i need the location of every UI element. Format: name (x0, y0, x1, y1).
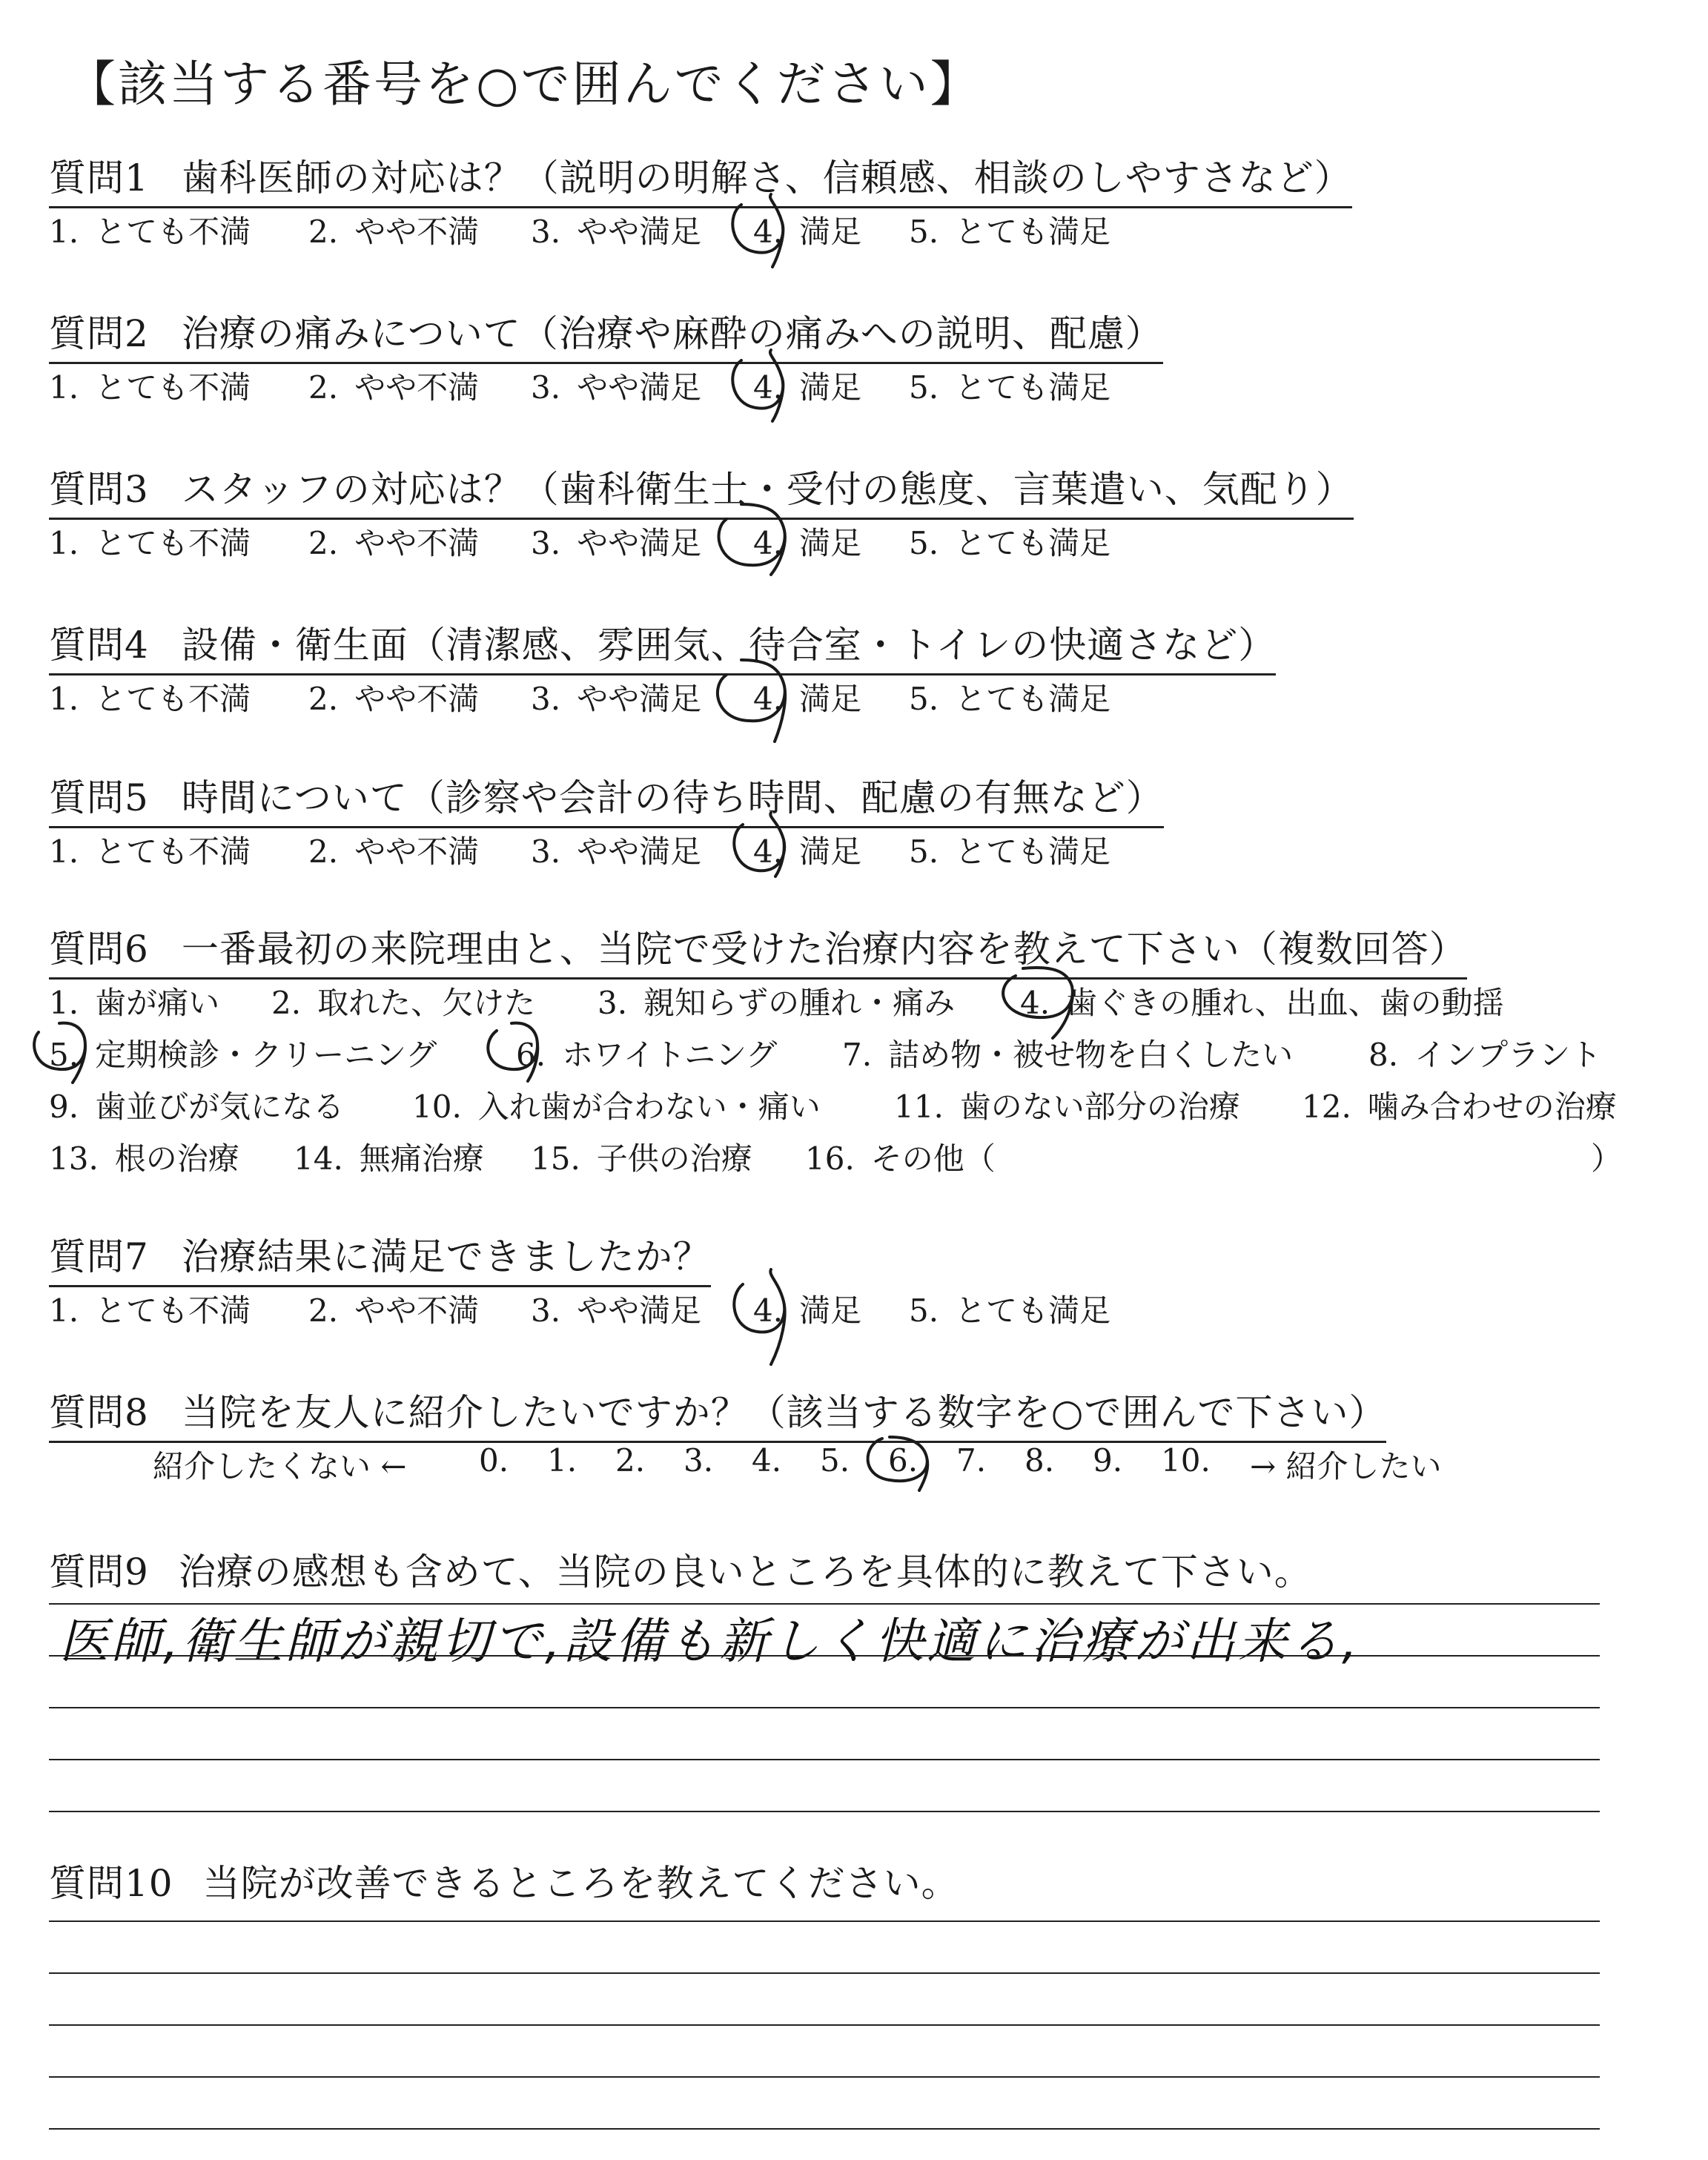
question-6-heading (49, 919, 1467, 980)
answer-line (49, 1759, 1600, 1760)
question-3-heading (49, 460, 1354, 520)
option-4-satisfied[interactable]: 4. 満足 (753, 681, 862, 717)
option-4-satisfied[interactable]: 4. 満足 (753, 525, 862, 561)
reason-option-11[interactable]: 11. 歯のない部分の治療 (894, 1089, 1240, 1125)
reason-option-6[interactable]: 6. ホワイトニング (516, 1037, 778, 1073)
reason-option-14[interactable]: 14. 無痛治療 (294, 1140, 484, 1177)
question-7-number: 質問7 (49, 1235, 149, 1278)
option-3-somewhat-satisfied[interactable]: 3. やや満足 (531, 214, 702, 250)
question-6-number: 質問6 (49, 928, 149, 971)
reason-option-13[interactable]: 13. 根の治療 (49, 1140, 239, 1177)
reason-option-5[interactable]: 5. 定期検診・クリーニング (49, 1037, 437, 1073)
question-1-number: 質問1 (49, 156, 149, 199)
question-5-options (49, 828, 1606, 872)
scale-10[interactable]: 10. (1161, 1442, 1211, 1479)
option-1-very-dissatisfied[interactable]: 1. とても不満 (49, 525, 251, 561)
question-9-heading (49, 1542, 1312, 1596)
question-10-text: 当院が改善できるところを教えてください。 (202, 1862, 959, 1905)
option-5-very-satisfied[interactable]: 5. とても満足 (909, 833, 1111, 870)
question-4-number: 質問4 (49, 624, 149, 667)
scale-6[interactable]: 6. (888, 1442, 918, 1479)
option-2-somewhat-dissatisfied[interactable]: 2. やや不満 (308, 369, 480, 406)
option-4-satisfied[interactable]: 4. 満足 (753, 833, 862, 870)
option-2-somewhat-dissatisfied[interactable]: 2. やや不満 (308, 1292, 480, 1329)
question-7-text: 治療結果に満足できましたか？ (181, 1235, 711, 1278)
reason-option-16-other[interactable]: 16. その他（ (805, 1140, 996, 1177)
answer-line (49, 2076, 1600, 2078)
reason-option-1[interactable]: 1. 歯が痛い (49, 985, 220, 1021)
reason-option-12[interactable]: 12. 噛み合わせの治療 (1302, 1089, 1617, 1125)
question-7-options (49, 1287, 1606, 1331)
scale-3[interactable]: 3. (683, 1442, 714, 1479)
question-1-heading (49, 148, 1352, 208)
question-3-text: スタッフの対応は？（歯科衛生士・受付の態度、言葉遣い、気配り） (181, 468, 1354, 511)
question-5-number: 質問5 (49, 776, 149, 819)
question-9-handwritten-answer[interactable]: 医師,衛生師が親切で,設備も新しく快適に治療が出来る, (59, 1613, 1360, 1670)
option-5-very-satisfied[interactable]: 5. とても満足 (909, 681, 1111, 717)
option-1-very-dissatisfied[interactable]: 1. とても不満 (49, 833, 251, 870)
option-2-somewhat-dissatisfied[interactable]: 2. やや不満 (308, 833, 480, 870)
reason-option-4[interactable]: 4. 歯ぐきの腫れ、出血、歯の動揺 (1020, 985, 1504, 1021)
question-7-heading (49, 1227, 711, 1287)
question-5-text: 時間について（診察や会計の待ち時間、配慮の有無など） (181, 776, 1164, 819)
scale-0[interactable]: 0. (479, 1442, 509, 1479)
reason-option-2[interactable]: 2. 取れた、欠けた (271, 985, 536, 1021)
option-1-very-dissatisfied[interactable]: 1. とても不満 (49, 1292, 251, 1329)
scale-right-label: → 紹介したい (1250, 1448, 1442, 1484)
question-3-number: 質問3 (49, 468, 149, 511)
answer-line (49, 1972, 1600, 1974)
option-5-very-satisfied[interactable]: 5. とても満足 (909, 1292, 1111, 1329)
reason-option-9[interactable]: 9. 歯並びが気になる (49, 1089, 345, 1125)
option-2-somewhat-dissatisfied[interactable]: 2. やや不満 (308, 214, 480, 250)
question-8-scale (49, 1442, 1606, 1487)
scale-8[interactable]: 8. (1025, 1442, 1055, 1479)
question-4-text: 設備・衛生面（清潔感、雰囲気、待合室・トイレの快適さなど） (181, 624, 1277, 667)
reason-option-3[interactable]: 3. 親知らずの腫れ・痛み (598, 985, 956, 1021)
question-1-options (49, 208, 1606, 252)
scale-1[interactable]: 1. (547, 1442, 577, 1479)
option-2-somewhat-dissatisfied[interactable]: 2. やや不満 (308, 525, 480, 561)
question-8-heading (49, 1383, 1386, 1443)
question-2-text: 治療の痛みについて（治療や麻酔の痛みへの説明、配慮） (181, 312, 1163, 355)
answer-line (49, 1655, 1600, 1657)
answer-line (49, 1811, 1600, 1812)
option-5-very-satisfied[interactable]: 5. とても満足 (909, 525, 1111, 561)
question-6-text: 一番最初の来院理由と、当院で受けた治療内容を教えて下さい（複数回答） (181, 928, 1467, 971)
question-8-text: 当院を友人に紹介したいですか？（該当する数字を○で囲んで下さい） (181, 1391, 1387, 1434)
reason-option-15[interactable]: 15. 子供の治療 (531, 1140, 752, 1177)
option-3-somewhat-satisfied[interactable]: 3. やや満足 (531, 525, 702, 561)
answer-line (49, 2024, 1600, 2026)
question-3-options (49, 519, 1606, 564)
question-4-heading (49, 615, 1276, 676)
option-1-very-dissatisfied[interactable]: 1. とても不満 (49, 681, 251, 717)
reason-option-8[interactable]: 8. インプラント (1368, 1037, 1602, 1073)
option-1-very-dissatisfied[interactable]: 1. とても不満 (49, 214, 251, 250)
scale-4[interactable]: 4. (752, 1442, 782, 1479)
option-1-very-dissatisfied[interactable]: 1. とても不満 (49, 369, 251, 406)
reason-option-7[interactable]: 7. 詰め物・被せ物を白くしたい (842, 1037, 1294, 1073)
question-10-heading (49, 1854, 959, 1907)
scale-7[interactable]: 7. (956, 1442, 987, 1479)
question-5-heading (49, 768, 1164, 828)
option-2-somewhat-dissatisfied[interactable]: 2. やや不満 (308, 681, 480, 717)
question-4-options (49, 675, 1606, 719)
option-3-somewhat-satisfied[interactable]: 3. やや満足 (531, 1292, 702, 1329)
option-3-somewhat-satisfied[interactable]: 3. やや満足 (531, 369, 702, 406)
page-title: 【該当する番号を○で囲んでください】 (67, 56, 982, 113)
question-8-number: 質問8 (49, 1391, 149, 1434)
scale-5[interactable]: 5. (820, 1442, 850, 1479)
option-5-very-satisfied[interactable]: 5. とても満足 (909, 214, 1111, 250)
answer-line (49, 1707, 1600, 1708)
scale-2[interactable]: 2. (615, 1442, 646, 1479)
reason-option-10[interactable]: 10. 入れ歯が合わない・痛い (412, 1089, 821, 1125)
question-2-options (49, 363, 1606, 408)
option-5-very-satisfied[interactable]: 5. とても満足 (909, 369, 1111, 406)
question-6-options (49, 979, 1680, 1201)
question-1-text: 歯科医師の対応は？（説明の明解さ、信頼感、相談のしやすさなど） (181, 156, 1352, 199)
option-3-somewhat-satisfied[interactable]: 3. やや満足 (531, 833, 702, 870)
scale-left-label: 紹介したくない ← (153, 1448, 407, 1484)
other-close-paren: ） (1591, 1140, 1623, 1177)
question-9-number: 質問9 (49, 1550, 149, 1593)
option-4-satisfied[interactable]: 4. 満足 (753, 369, 862, 406)
answer-line (49, 1920, 1600, 1922)
question-2-heading (49, 304, 1163, 364)
question-9-text: 治療の感想も含めて、当院の良いところを具体的に教えて下さい。 (178, 1550, 1312, 1593)
option-4-satisfied[interactable]: 4. 満足 (753, 214, 862, 250)
option-3-somewhat-satisfied[interactable]: 3. やや満足 (531, 681, 702, 717)
scale-9[interactable]: 9. (1093, 1442, 1123, 1479)
question-2-number: 質問2 (49, 312, 149, 355)
question-10-number: 質問10 (49, 1862, 173, 1905)
option-4-satisfied[interactable]: 4. 満足 (753, 1292, 862, 1329)
answer-line (49, 2128, 1600, 2130)
